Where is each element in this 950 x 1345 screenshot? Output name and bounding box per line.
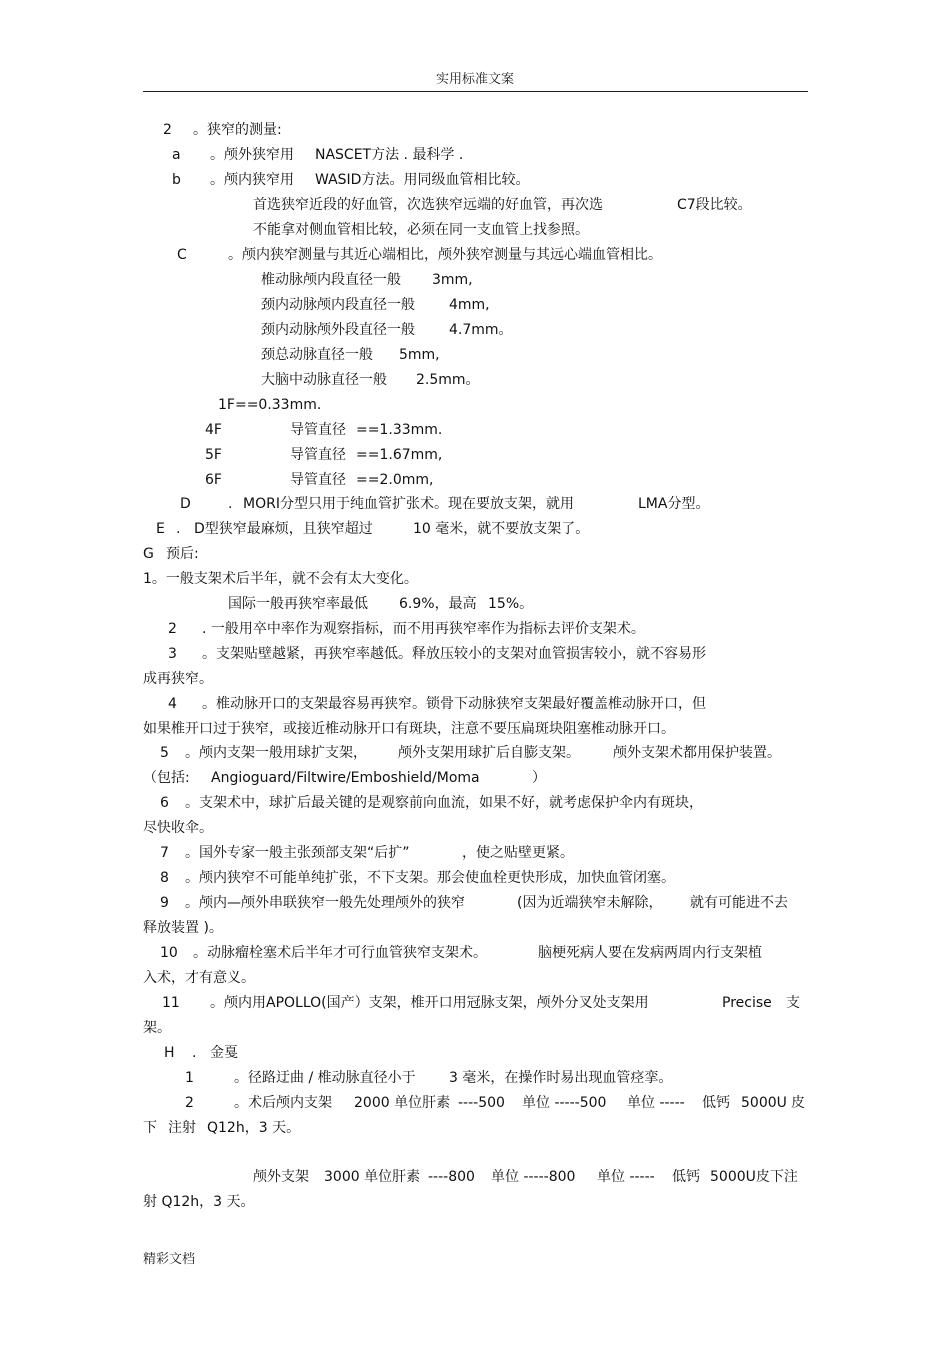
text-line-39-seg-2: 2000 单位肝素: [354, 1095, 451, 1111]
text-line-1-seg-0: a: [172, 147, 181, 163]
text-line-6-seg-1: 3mm,: [432, 272, 473, 288]
text-line-21-seg-1: 。支架贴壁越紧，再狭窄率越低。释放压较小的支架对血管损害较小，就不容易形: [202, 646, 706, 662]
text-line-40-seg-0: 下: [143, 1120, 157, 1136]
text-line-3-seg-0: 首选狭窄近段的好血管，次选狭窄远端的好血管，再次选: [253, 197, 603, 213]
text-line-38-seg-1: 。径路迂曲 / 椎动脉直径小于: [234, 1070, 416, 1086]
text-line-12-seg-0: 4F: [205, 422, 222, 438]
text-line-22-seg-0: 成再狭窄。: [143, 671, 213, 687]
text-line-6-seg-0: 椎动脉颅内段直径一般: [261, 272, 401, 288]
text-line-12-seg-2: ==1.33mm.: [356, 422, 443, 438]
text-line-26-seg-2: ）: [532, 770, 546, 786]
text-line-17-seg-0: G: [143, 546, 154, 562]
text-line-38-seg-2: 3 毫米，在操作时易出现血管痉挛。: [449, 1070, 673, 1086]
text-line-39-seg-7: 5000U: [741, 1095, 787, 1111]
text-line-19-seg-2: 15%。: [488, 596, 534, 612]
text-line-29-seg-2: ，使之贴壁更紧。: [462, 845, 574, 861]
text-line-29-seg-1: 。国外专家一般主张颈部支架“后扩”: [185, 845, 410, 861]
text-line-9-seg-1: 5mm,: [399, 347, 440, 363]
text-line-19-seg-1: 6.9%，最高: [399, 596, 477, 612]
text-line-31-seg-2: (因为近端狭窄未解除，: [517, 895, 663, 911]
text-line-16-seg-2: D型狭窄最麻烦，且狭窄超过: [194, 521, 373, 537]
text-line-37-seg-2: 金戛: [210, 1045, 238, 1061]
text-line-19-seg-0: 国际一般再狭窄率最低: [228, 596, 368, 612]
text-line-7-seg-0: 颈内动脉颅内段直径一般: [261, 297, 415, 313]
text-line-41-seg-4: 单位 -----: [597, 1169, 655, 1185]
text-line-41-seg-6: 5000U皮下注: [710, 1169, 798, 1185]
text-line-12-seg-1: 导管直径: [290, 422, 346, 438]
text-line-31-seg-0: 9: [160, 895, 169, 911]
text-line-11-seg-0: 1F==0.33mm.: [218, 397, 322, 413]
text-line-2-seg-2: WASID方法。用同级血管相比较。: [315, 172, 530, 188]
text-line-4-seg-0: 不能拿对侧血管相比较，必须在同一支血管上找参照。: [253, 222, 589, 238]
text-line-20-seg-0: 2: [168, 621, 177, 637]
text-line-7-seg-1: 4mm,: [449, 297, 490, 313]
text-line-33-seg-2: 脑梗死病人要在发病两周内行支架植: [538, 945, 762, 961]
text-line-13-seg-2: ==1.67mm,: [356, 447, 443, 463]
text-line-31-seg-3: 就有可能进不去: [690, 895, 788, 911]
text-line-25-seg-0: 5: [160, 745, 169, 761]
text-line-32-seg-0: 释放装置 )。: [143, 920, 223, 936]
text-line-41-seg-3: 单位 -----800: [491, 1169, 576, 1185]
text-line-39-seg-5: 单位 -----: [627, 1095, 685, 1111]
text-line-0-seg-1: 。狭窄的测量:: [193, 122, 282, 138]
text-line-21-seg-0: 3: [168, 646, 177, 662]
text-line-16-seg-0: E: [156, 521, 165, 537]
text-line-41-seg-0: 颅外支架: [253, 1169, 309, 1185]
text-line-36-seg-0: 架。: [143, 1020, 171, 1036]
text-line-2-seg-1: 。颅内狭窄用: [210, 172, 294, 188]
header-rule: [143, 91, 808, 92]
text-line-0-seg-0: 2: [163, 122, 172, 138]
text-line-10-seg-1: 2.5mm。: [416, 372, 480, 388]
text-line-27-seg-0: 6: [160, 795, 169, 811]
text-line-15-seg-2: MORI分型只用于纯血管扩张术。现在要放支架，就用: [243, 496, 574, 512]
text-line-26-seg-0: （包括:: [143, 770, 190, 786]
text-line-37-seg-1: .: [192, 1045, 197, 1061]
text-line-29-seg-0: 7: [160, 845, 169, 861]
text-line-31-seg-1: 。颅内—颅外串联狭窄一般先处理颅外的狭窄: [185, 895, 465, 911]
text-line-39-seg-6: 低钙: [702, 1095, 730, 1111]
text-line-1-seg-1: 。颅外狭窄用: [210, 147, 294, 163]
text-line-35-seg-3: Precise: [722, 995, 772, 1011]
text-line-17-seg-1: 预后:: [166, 546, 199, 562]
text-line-16-seg-3: 10 毫米，就不要放支架了。: [413, 521, 590, 537]
text-line-8-seg-1: 4.7mm。: [449, 322, 513, 338]
text-line-27-seg-1: 。支架术中，球扩后最关键的是观察前向血流，如果不好，就考虑保护伞内有斑块，: [185, 795, 703, 811]
text-line-39-seg-3: ----500: [458, 1095, 505, 1111]
text-line-2-seg-0: b: [172, 172, 181, 188]
page-footer: 精彩文档: [143, 1252, 196, 1267]
text-line-28-seg-0: 尽快收伞。: [143, 820, 213, 836]
text-line-25-seg-2: 颅外支架用球扩后自膨支架。: [398, 745, 580, 761]
text-line-26-seg-1: Angioguard/Filtwire/Emboshield/Moma: [211, 770, 480, 786]
text-line-39-seg-0: 2: [185, 1095, 194, 1111]
text-line-33-seg-1: 。动脉瘤栓塞术后半年才可行血管狭窄支架术。: [193, 945, 487, 961]
text-line-30-seg-1: 。颅内狭窄不可能单纯扩张，不下支架。那会使血栓更快形成，加快血管闭塞。: [185, 870, 675, 886]
text-line-25-seg-1: 。颅内支架一般用球扩支架，: [185, 745, 367, 761]
text-line-40-seg-1: 注射: [168, 1120, 196, 1136]
text-line-35-seg-0: 11: [162, 995, 180, 1011]
text-line-13-seg-0: 5F: [205, 447, 222, 463]
text-line-24-seg-0: 如果椎开口过于狭窄，或接近椎动脉开口有斑块，注意不要压扁斑块阻塞椎动脉开口。: [143, 721, 675, 737]
text-line-3-seg-1: C7段比较。: [677, 197, 752, 213]
text-line-41-seg-1: 3000 单位肝素: [324, 1169, 421, 1185]
text-line-40-seg-2: Q12h，3 天。: [207, 1120, 301, 1136]
text-line-35-seg-4: 支: [786, 995, 800, 1011]
text-line-41-seg-5: 低钙: [672, 1169, 700, 1185]
text-line-9-seg-0: 颈总动脉直径一般: [261, 347, 373, 363]
text-line-14-seg-0: 6F: [205, 472, 222, 488]
text-line-39-seg-4: 单位 -----500: [522, 1095, 607, 1111]
text-line-23-seg-1: 。椎动脉开口的支架最容易再狭窄。锁骨下动脉狭窄支架最好覆盖椎动脉开口，但: [202, 696, 706, 712]
text-line-35-seg-2: APOLLO(国产）支架，椎开口用冠脉支架，颅外分叉处支架用: [266, 995, 649, 1011]
text-line-42-seg-0: 射 Q12h，3 天。: [143, 1194, 255, 1210]
text-line-35-seg-1: 。颅内用: [210, 995, 266, 1011]
text-line-20-seg-1: . 一般用卒中率作为观察指标，而不用再狭窄率作为指标去评价支架术。: [202, 621, 645, 637]
text-line-15-seg-1: .: [228, 496, 233, 512]
text-line-23-seg-0: 4: [168, 696, 177, 712]
text-line-1-seg-2: NASCET方法 . 最科学 .: [315, 147, 464, 163]
text-line-5-seg-1: 。颅内狭窄测量与其近心端相比，颅外狭窄测量与其远心端血管相比。: [228, 247, 662, 263]
text-line-14-seg-1: 导管直径: [290, 472, 346, 488]
text-line-10-seg-0: 大脑中动脉直径一般: [261, 372, 387, 388]
text-line-5-seg-0: C: [177, 247, 187, 263]
text-line-15-seg-0: D: [180, 496, 191, 512]
text-line-39-seg-1: 。术后颅内支架: [234, 1095, 332, 1111]
text-line-8-seg-0: 颈内动脉颅外段直径一般: [261, 322, 415, 338]
page-header: 实用标准文案: [435, 72, 514, 87]
text-line-18-seg-0: 1。一般支架术后半年，就不会有太大变化。: [143, 571, 418, 587]
text-line-15-seg-3: LMA分型。: [638, 496, 710, 512]
text-line-30-seg-0: 8: [160, 870, 169, 886]
text-line-16-seg-1: .: [176, 521, 181, 537]
text-line-38-seg-0: 1: [185, 1070, 194, 1086]
text-line-34-seg-0: 入术，才有意义。: [143, 970, 255, 986]
text-line-39-seg-8: 皮: [791, 1095, 805, 1111]
text-line-14-seg-2: ==2.0mm,: [356, 472, 434, 488]
text-line-33-seg-0: 10: [160, 945, 178, 961]
text-line-13-seg-1: 导管直径: [290, 447, 346, 463]
text-line-41-seg-2: ----800: [428, 1169, 475, 1185]
text-line-37-seg-0: H: [164, 1045, 175, 1061]
text-line-25-seg-3: 颅外支架术都用保护装置。: [613, 745, 781, 761]
